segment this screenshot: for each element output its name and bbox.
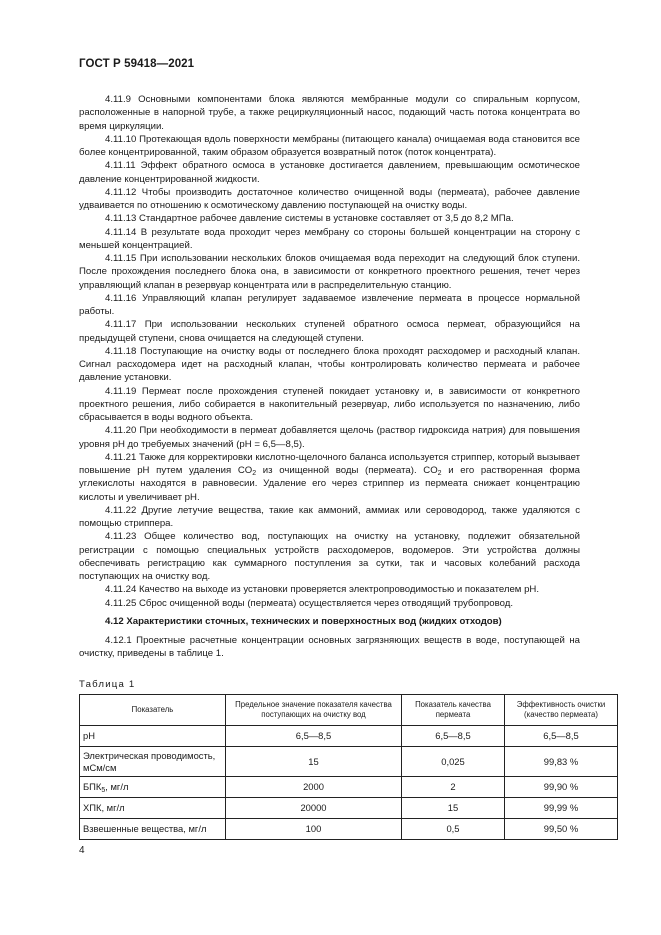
paragraph-4-11-25: 4.11.25 Сброс очищенной воды (пермеата) осуществляется через отводящий трубопровод.: [105, 597, 513, 609]
cell-permeate: 15: [402, 798, 505, 819]
cell-indicator: [80, 777, 226, 798]
data-table: [79, 694, 618, 840]
subscript: 2: [437, 470, 442, 477]
cell-indicator: pH: [80, 726, 226, 747]
column-header: Предельное значение показателя качества поступающих на очистку вод: [226, 695, 402, 726]
cell-permeate: 6,5—8,5: [402, 726, 505, 747]
paragraph-4-11-13: 4.11.13 Стандартное рабочее давление системы в установке составляет от 3,5 до 8,2 МПа.: [105, 213, 514, 225]
page-number: 4: [79, 845, 85, 856]
cell-efficiency: 99,90 %: [505, 777, 618, 798]
paragraph-4-11-10: 4.11.10 Протекающая вдоль поверхности мембраны (питающего канала) очищаемая вода становится все более концентрированной, таким образом образуется возвратный поток (поток концентрата).: [79, 133, 580, 158]
paragraph-4-11-22: 4.11.22 Другие летучие вещества, такие как аммоний, аммиак или сероводород, также удаляются с помощью стриппера.: [79, 504, 580, 529]
document-header: ГОСТ Р 59418—2021: [79, 58, 195, 70]
cell-indicator: ХПК, мг/л: [80, 798, 226, 819]
cell-indicator: Взвешенные вещества, мг/л: [80, 819, 226, 840]
column-header: Показатель качества пермеата: [402, 695, 505, 726]
paragraph-4-12-1: 4.12.1 Проектные расчетные концентрации основных загрязняющих веществ в воде, поступающей на очистку, приведены в таблице 1.: [79, 635, 580, 660]
paragraph-4-11-14: 4.11.14 В результате вода проходит через мембрану со стороны большей концентрации на сторону с меньшей концентрацией.: [79, 226, 580, 251]
table-row: [80, 777, 618, 798]
paragraph-4-11-21: [79, 451, 580, 504]
cell-limit: 6,5—8,5: [226, 726, 402, 747]
cell-limit: 2000: [226, 777, 402, 798]
table-row: [80, 747, 618, 777]
paragraph-text: и его растворенная форма углекислоты находятся в равновесии. Удаление его через стриппер из пермеата снижает концентрацию кислоты и увеличивает pH.: [79, 465, 580, 503]
paragraph-4-11-20: 4.11.20 При необходимости в пермеат добавляется щелочь (раствор гидроксида натрия) для повышения уровня pH до требуемых значений (pH = 6,5—8,5).: [79, 425, 580, 450]
cell-indicator: Электрическая проводимость, мСм/см: [80, 747, 226, 777]
table-header-row: [80, 695, 618, 726]
cell-permeate: 0,025: [402, 747, 505, 777]
paragraph-4-11-11: 4.11.11 Эффект обратного осмоса в установке достигается давлением, превышающим осмотическое давление концентрированной жидкости.: [79, 160, 580, 185]
paragraph-4-11-15: 4.11.15 При использовании нескольких блоков очищаемая вода переходит на следующий блок ступени. После прохождения последнего блока она, в зависимости от конкретного проектного решения, течет через управляющий клапан в резервуар концентрата или в распределительную станцию.: [79, 253, 580, 291]
column-header: Показатель: [80, 695, 226, 726]
cell-efficiency: 6,5—8,5: [505, 726, 618, 747]
cell-efficiency: 99,99 %: [505, 798, 618, 819]
cell-efficiency: 99,83 %: [505, 747, 618, 777]
paragraph-4-11-18: 4.11.18 Поступающие на очистку воды от последнего блока проходят расходомер и расходный клапан. Сигнал расходомера идет на расходный клапан, чтобы контролировать количество пермеата и рабочее давление установки.: [79, 345, 580, 384]
section-heading: 4.12 Характеристики сточных, технических и поверхностных вод (жидких отходов): [105, 615, 502, 627]
cell-permeate: 0,5: [402, 819, 505, 840]
paragraph-text: 4.11.21 Также для корректировки кислотно-щелочного баланса используется стриппер, который вызывает повышение pH путем удаления CO: [79, 451, 580, 476]
cell-efficiency: 99,50 %: [505, 819, 618, 840]
paragraph-4-11-23: 4.11.23 Общее количество вод, поступающих на очистку на установку, подлежит обязательной регистрации с помощью специальных устройств расходомеров, водомеров. Эти устройства должны обеспечивать регистрацию как суммарного поступления за сутки, так и часовых колебаний расхода поступающих на очистку вод.: [79, 531, 580, 582]
subscript: 5: [101, 787, 106, 794]
cell-limit: 20000: [226, 798, 402, 819]
cell-permeate: 2: [402, 777, 505, 798]
document-body: [79, 93, 580, 661]
paragraph-4-11-17: 4.11.17 При использовании нескольких ступеней обратного осмоса пермеат, образующийся на предыдущей ступени, снова очищается на следующей ступени.: [79, 319, 580, 344]
table-row: [80, 819, 618, 840]
column-header: Эффективность очистки (качество пермеата): [505, 695, 618, 726]
indicator-unit: , мг/л: [105, 781, 129, 792]
paragraph-4-11-12: 4.11.12 Чтобы производить достаточное количество очищенной воды (пермеата), рабочее давление удваивается по отношению к осмотическому давлению поступающей на очистку воды.: [79, 186, 580, 211]
table-caption: Таблица 1: [79, 679, 136, 690]
paragraph-4-11-24: 4.11.24 Качество на выходе из установки проверяется электропроводимостью и показателем pH.: [105, 584, 539, 596]
cell-limit: 15: [226, 747, 402, 777]
indicator-text: БПК: [83, 781, 102, 792]
table-row: [80, 798, 618, 819]
paragraph-4-11-9: 4.11.9 Основными компонентами блока являются мембранные модули со спиральным корпусом, расположенные в напорной трубе, а также рециркуляционный насос, подающий часть потока концентрата во время циркуляции.: [79, 94, 580, 132]
subscript: 2: [252, 470, 257, 477]
paragraph-4-11-16: 4.11.16 Управляющий клапан регулирует задаваемое извлечение пермеата в процессе нормальной работы.: [79, 292, 580, 317]
paragraph-4-11-19: 4.11.19 Пермеат после прохождения ступеней покидает установку и, в зависимости от конкретного проектного решения, либо собирается в накопительный резервуар, либо используется по назначению, либо сбрасывается в воды водного объекта.: [79, 385, 580, 423]
table-row: [80, 726, 618, 747]
paragraph-text: из очищенной воды (пермеата). CO: [256, 465, 438, 476]
cell-limit: 100: [226, 819, 402, 840]
